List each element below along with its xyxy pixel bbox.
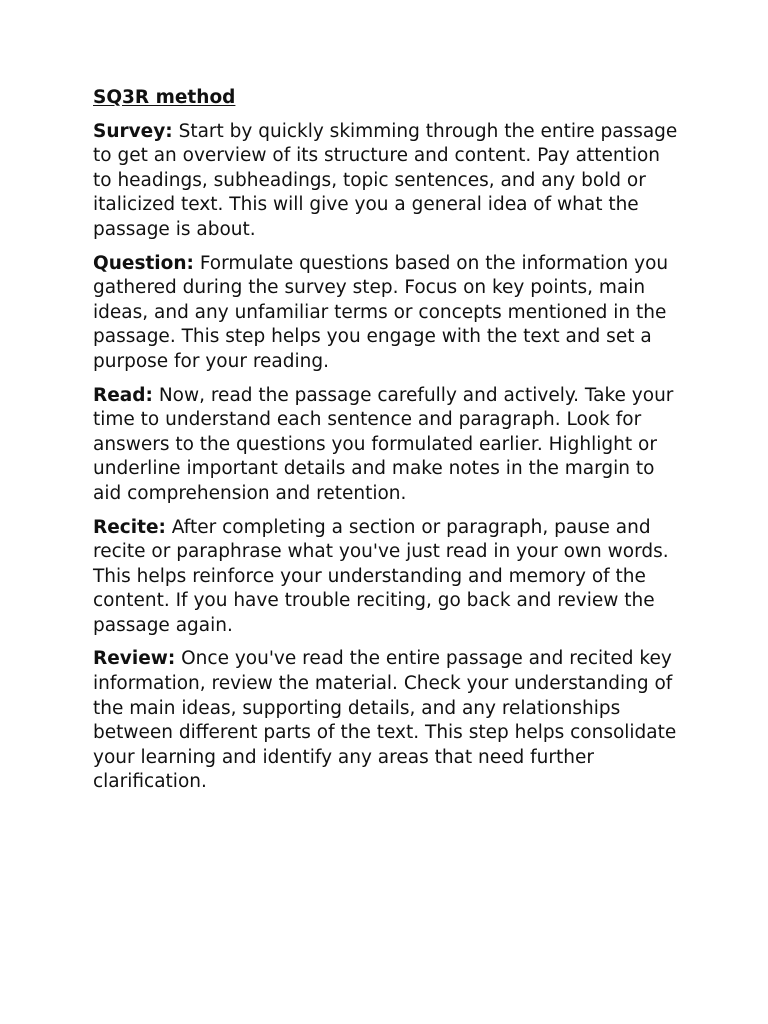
section-question: [93, 252, 683, 375]
section-term: Review:: [93, 648, 176, 670]
section-term: Read:: [93, 384, 153, 406]
section-text: After completing a section or paragraph, pause and recite or paraphrase what you've just read in your own words. This helps reinforce your understanding and memory of the content. If you have trouble reciting, go back and review the passage again.: [93, 516, 669, 636]
section-text: Now, read the passage carefully and actively. Take your time to understand each sentence and paragraph. Look for answers to the questions you formulated earlier. Highlight or underline important details and make notes in the margin to aid comprehension and retention.: [93, 384, 674, 504]
section-term: Question:: [93, 252, 194, 274]
section-text: Formulate questions based on the information you gathered during the survey step. Focus on key points, main ideas, and any unfamiliar terms or concepts mentioned in the passage. This step helps you engage with the text and set a purpose for your reading.: [93, 252, 669, 372]
document-page: [93, 86, 683, 804]
section-text: Start by quickly skimming through the entire passage to get an overview of its structure and content. Pay attention to headings, subheadings, topic sentences, and any bold or italicized text. This will give you a general idea of what the passage is about.: [93, 120, 678, 240]
section-survey: [93, 120, 683, 243]
section-term: Survey:: [93, 120, 173, 142]
section-term: Recite:: [93, 516, 166, 538]
document-title: SQ3R method: [93, 87, 236, 108]
section-read: [93, 384, 683, 507]
section-review: [93, 647, 683, 795]
section-text: Once you've read the entire passage and recited key information, review the material. Check your understanding of the main ideas, supporting details, and any relationships between different parts of the text. This step helps consolidate your learning and identify any areas that need further clarification.: [93, 648, 677, 793]
section-recite: [93, 516, 683, 639]
